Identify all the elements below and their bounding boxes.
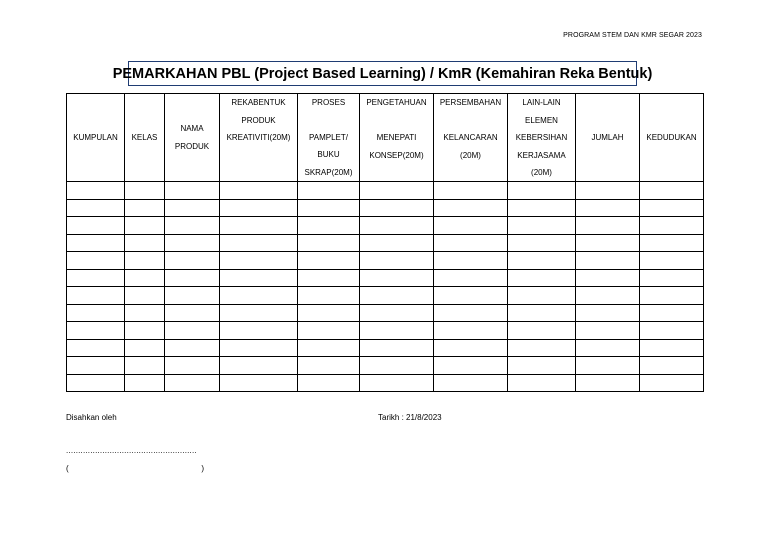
- score-body: [67, 182, 704, 392]
- table-cell: [67, 304, 125, 322]
- col-nama-line1: NAMA: [180, 124, 204, 133]
- table-cell: [67, 339, 125, 357]
- col-pengetahuan-line2: MENEPATI: [376, 133, 417, 142]
- table-row: [67, 234, 704, 252]
- table-cell: [640, 339, 704, 357]
- col-kelas: KELAS: [125, 94, 165, 182]
- table-cell: [165, 357, 220, 375]
- table-cell: [298, 374, 360, 392]
- header-row: [67, 94, 704, 182]
- table-cell: [360, 269, 434, 287]
- table-cell: [508, 304, 576, 322]
- col-pengetahuan: [360, 94, 434, 182]
- table-cell: [640, 234, 704, 252]
- table-cell: [165, 217, 220, 235]
- table-row: [67, 322, 704, 340]
- table-cell: [508, 322, 576, 340]
- table-cell: [576, 287, 640, 305]
- table-cell: [67, 287, 125, 305]
- table-cell: [125, 252, 165, 270]
- table-row: [67, 339, 704, 357]
- paren-open: (: [66, 464, 69, 473]
- table-cell: [360, 287, 434, 305]
- table-cell: [298, 287, 360, 305]
- table-cell: [508, 182, 576, 200]
- table-cell: [360, 374, 434, 392]
- table-cell: [67, 182, 125, 200]
- table-cell: [298, 322, 360, 340]
- table-cell: [67, 234, 125, 252]
- table-cell: [434, 217, 508, 235]
- table-cell: [298, 304, 360, 322]
- table-cell: [125, 182, 165, 200]
- table-cell: [508, 234, 576, 252]
- paren-close: ): [201, 464, 204, 473]
- table-cell: [360, 339, 434, 357]
- table-cell: [298, 339, 360, 357]
- disahkan-label: Disahkan oleh: [66, 413, 117, 422]
- signature-line: ......................................................: [66, 446, 197, 455]
- table-cell: [220, 339, 298, 357]
- table-row: [67, 304, 704, 322]
- table-cell: [508, 269, 576, 287]
- table-cell: [640, 322, 704, 340]
- table-row: [67, 217, 704, 235]
- table-cell: [434, 234, 508, 252]
- table-cell: [508, 287, 576, 305]
- table-cell: [125, 269, 165, 287]
- table-cell: [220, 357, 298, 375]
- table-row: [67, 287, 704, 305]
- table-cell: [434, 199, 508, 217]
- table-cell: [360, 252, 434, 270]
- col-pengetahuan-line3: KONSEP(20M): [369, 150, 424, 160]
- table-cell: [434, 322, 508, 340]
- table-cell: [576, 304, 640, 322]
- table-cell: [220, 252, 298, 270]
- table-cell: [576, 322, 640, 340]
- table-cell: [220, 374, 298, 392]
- table-cell: [576, 357, 640, 375]
- col-kedudukan: KEDUDUKAN: [640, 94, 704, 182]
- col-lainlain-line5: (20M): [531, 168, 552, 177]
- table-cell: [67, 322, 125, 340]
- table-cell: [360, 357, 434, 375]
- table-cell: [125, 287, 165, 305]
- table-cell: [165, 374, 220, 392]
- table-cell: [165, 287, 220, 305]
- table-cell: [298, 252, 360, 270]
- table-cell: [298, 357, 360, 375]
- table-cell: [434, 357, 508, 375]
- table-cell: [360, 199, 434, 217]
- table-cell: [640, 182, 704, 200]
- table-cell: [640, 217, 704, 235]
- col-proses: [298, 94, 360, 182]
- col-nama-produk: [165, 94, 220, 182]
- table-cell: [220, 217, 298, 235]
- table-cell: [360, 182, 434, 200]
- col-persembahan: [434, 94, 508, 182]
- table-cell: [576, 374, 640, 392]
- tarikh-label: Tarikh : 21/8/2023: [378, 413, 442, 422]
- table-cell: [165, 339, 220, 357]
- table-cell: [576, 339, 640, 357]
- table-cell: [220, 182, 298, 200]
- table-cell: [576, 252, 640, 270]
- table-cell: [640, 252, 704, 270]
- col-persembahan-line2: KELANCARAN: [443, 133, 498, 142]
- col-lainlain: [508, 94, 576, 182]
- table-row: [67, 199, 704, 217]
- table-cell: [220, 234, 298, 252]
- table-cell: [220, 322, 298, 340]
- table-cell: [67, 374, 125, 392]
- col-persembahan-line3: (20M): [460, 150, 481, 160]
- table-cell: [165, 304, 220, 322]
- table-cell: [508, 217, 576, 235]
- table-cell: [640, 374, 704, 392]
- table-cell: [434, 269, 508, 287]
- table-row: [67, 269, 704, 287]
- table-cell: [508, 199, 576, 217]
- col-nama-line2: PRODUK: [174, 141, 210, 151]
- table-cell: [125, 304, 165, 322]
- table-row: [67, 252, 704, 270]
- table-cell: [220, 269, 298, 287]
- table-cell: [298, 199, 360, 217]
- table-cell: [360, 304, 434, 322]
- table-cell: [576, 234, 640, 252]
- table-row: [67, 357, 704, 375]
- table-cell: [298, 234, 360, 252]
- table-cell: [220, 287, 298, 305]
- table-row: [67, 182, 704, 200]
- table-cell: [125, 357, 165, 375]
- table-cell: [165, 234, 220, 252]
- table-cell: [125, 322, 165, 340]
- page-title: PEMARKAHAN PBL (Project Based Learning) / KmR (Kemahiran Reka Bentuk): [128, 61, 637, 86]
- signature-name-field: [66, 464, 204, 473]
- table-cell: [298, 269, 360, 287]
- table-cell: [434, 252, 508, 270]
- table-cell: [298, 217, 360, 235]
- col-rekabentuk-line3: KREATIVITI(20M): [226, 133, 291, 142]
- table-cell: [508, 252, 576, 270]
- table-cell: [434, 339, 508, 357]
- table-cell: [165, 199, 220, 217]
- table-cell: [67, 217, 125, 235]
- table-cell: [434, 304, 508, 322]
- table-cell: [67, 252, 125, 270]
- table-cell: [576, 182, 640, 200]
- col-proses-line1: PROSES: [311, 98, 346, 107]
- header-note: PROGRAM STEM DAN KMR SEGAR 2023: [563, 32, 702, 39]
- table-cell: [220, 304, 298, 322]
- table-cell: [220, 199, 298, 217]
- col-rekabentuk-line1: REKABENTUK: [231, 98, 286, 107]
- table-cell: [125, 199, 165, 217]
- col-lainlain-line1: LAIN-LAIN: [522, 98, 561, 107]
- table-cell: [576, 217, 640, 235]
- table-cell: [576, 199, 640, 217]
- col-lainlain-line2: ELEMEN: [525, 115, 558, 125]
- col-proses-line3: BUKU: [317, 150, 340, 159]
- table-cell: [434, 374, 508, 392]
- col-jumlah: JUMLAH: [576, 94, 640, 182]
- table-cell: [360, 234, 434, 252]
- table-cell: [508, 357, 576, 375]
- table-cell: [165, 182, 220, 200]
- table-cell: [125, 339, 165, 357]
- table-cell: [165, 322, 220, 340]
- col-proses-line2: PAMPLET/: [309, 132, 348, 142]
- table-cell: [434, 182, 508, 200]
- table-cell: [165, 269, 220, 287]
- table-cell: [640, 357, 704, 375]
- col-rekabentuk-line2: PRODUK: [241, 115, 276, 125]
- table-cell: [640, 199, 704, 217]
- table-cell: [640, 304, 704, 322]
- table-cell: [360, 322, 434, 340]
- table-cell: [67, 357, 125, 375]
- table-cell: [165, 252, 220, 270]
- col-lainlain-line4: KERJASAMA: [517, 150, 566, 160]
- table-cell: [67, 269, 125, 287]
- table-row: [67, 374, 704, 392]
- table-cell: [125, 234, 165, 252]
- col-pengetahuan-line1: PENGETAHUAN: [366, 98, 427, 107]
- table-cell: [125, 374, 165, 392]
- col-lainlain-line3: KEBERSIHAN: [515, 133, 568, 142]
- table-cell: [576, 269, 640, 287]
- table-cell: [508, 374, 576, 392]
- table-cell: [125, 217, 165, 235]
- table-cell: [67, 199, 125, 217]
- table-cell: [508, 339, 576, 357]
- col-proses-line4: SKRAP(20M): [304, 167, 353, 177]
- col-rekabentuk: [220, 94, 298, 182]
- score-table: [66, 93, 704, 392]
- table-cell: [360, 217, 434, 235]
- col-kumpulan: KUMPULAN: [67, 94, 125, 182]
- table-cell: [640, 287, 704, 305]
- table-cell: [298, 182, 360, 200]
- table-cell: [434, 287, 508, 305]
- col-persembahan-line1: PERSEMBAHAN: [439, 98, 502, 107]
- table-cell: [640, 269, 704, 287]
